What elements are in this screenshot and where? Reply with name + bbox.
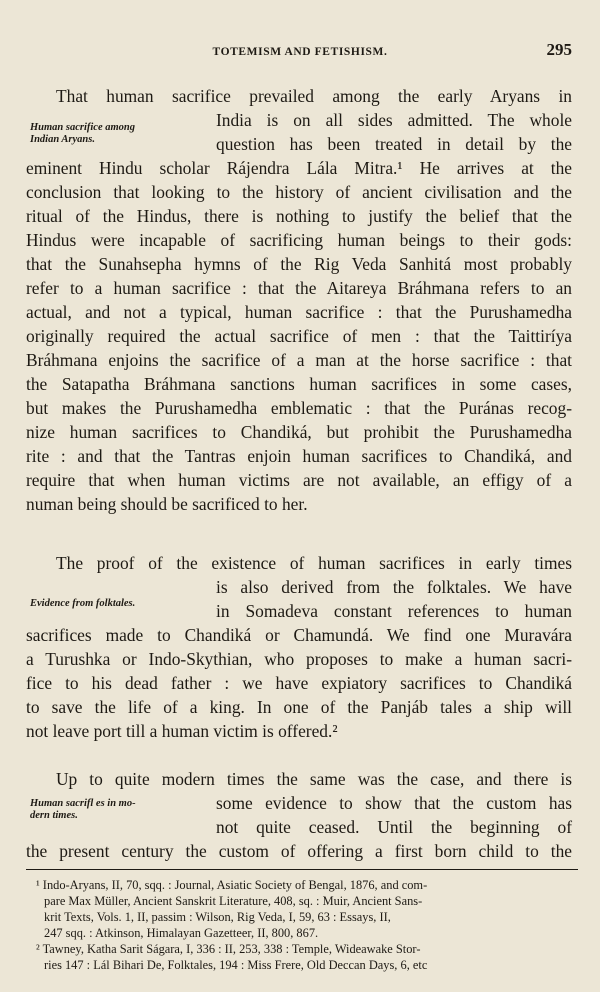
paragraph-2-line: fice to his dead father : we have expiatory sacrifices to Chandiká: [26, 673, 572, 693]
paragraph-3-line: the present century the custom of offering a first born child to the: [26, 841, 572, 861]
margin-note-human-sacrifice: [30, 122, 210, 146]
paragraph-2-line: sacrifices made to Chandiká or Chamundá. We find one Muravára: [26, 625, 572, 645]
paragraph-2-line: The proof of the existence of human sacrifices in early times: [56, 553, 572, 573]
footnote-separator: [26, 869, 578, 870]
paragraph-1-line: That human sacrifice prevailed among the early Aryans in: [56, 86, 572, 106]
footnote-line: ries 147 : Lál Bihari De, Folktales, 194 : Miss Frere, Old Deccan Days, 6, etc: [44, 958, 428, 972]
paragraph-2-line: not leave port till a human victim is offered.²: [26, 721, 338, 741]
paragraph-1-line: question has been treated in detail by the: [216, 134, 572, 154]
paragraph-1-line: the Satapatha Bráhmana sanctions human sacrifices in some cases,: [26, 374, 572, 394]
paragraph-2-line: in Somadeva constant references to human: [216, 601, 572, 621]
paragraph-1-line: that the Sunahsepha hymns of the Rig Veda Sanhitá most probably: [26, 254, 572, 274]
paragraph-3-line: not quite ceased. Until the beginning of: [216, 817, 572, 837]
paragraph-1-line: originally required the actual sacrifice of men : that the Taittiríya: [26, 326, 572, 346]
footnote-line: krit Texts, Vols. 1, II, passim : Wilson, Rig Veda, I, 59, 63 : Essays, II,: [44, 910, 391, 924]
footnote-line: pare Max Müller, Ancient Sanskrit Literature, 408, sq. : Muir, Ancient Sans-: [44, 894, 423, 908]
paragraph-1-line: ritual of the Hindus, there is nothing to justify the belief that the: [26, 206, 572, 226]
paragraph-2-line: a Turushka or Indo-Skythian, who proposes to make a human sacri-: [26, 649, 572, 669]
paragraph-1-line: conclusion that looking to the history of ancient civilisation and the: [26, 182, 572, 202]
margin-note-line: Human sacrifl es in mo-: [30, 798, 136, 809]
paragraph-1-line: India is on all sides admitted. The whole: [216, 110, 572, 130]
paragraph-1-line: numan being should be sacrificed to her.: [26, 494, 308, 514]
margin-note-line: Indian Aryans.: [30, 134, 95, 145]
footnote-line: 247 sqq. : Atkinson, Himalayan Gazetteer, II, 800, 867.: [44, 926, 319, 940]
margin-note-line: Evidence from folktales.: [30, 598, 136, 609]
paragraph-1-line: eminent Hindu scholar Rájendra Lála Mitra.¹ He arrives at the: [26, 158, 572, 178]
paragraph-1-line: rite : and that the Tantras enjoin human sacrifices to Chandiká, and: [26, 446, 572, 466]
margin-note-line: dern times.: [30, 810, 78, 821]
page-number: 295: [546, 40, 572, 59]
paragraph-1-line: actual, and not a typical, human sacrifice : that the Purushamedha: [26, 302, 572, 322]
footnote-line: ¹ Indo-Aryans, II, 70, sqq. : Journal, Asiatic Society of Bengal, 1876, and com-: [36, 878, 428, 892]
paragraph-1-line: Bráhmana enjoins the sacrifice of a man at the horse sacrifice : that: [26, 350, 572, 370]
footnote-line: ² Tawney, Katha Sarit Ságara, I, 336 : II, 253, 338 : Temple, Wideawake Stor-: [36, 942, 421, 956]
paragraph-1-line: require that when human victims are not available, an effigy of a: [26, 470, 572, 490]
paragraph-1-line: refer to a human sacrifice : that the Aitareya Bráhmana refers to an: [26, 278, 572, 298]
paragraph-2-line: is also derived from the folktales. We have: [216, 577, 572, 597]
margin-note-folktales: [30, 598, 210, 610]
paragraph-3-line: Up to quite modern times the same was the case, and there is: [56, 769, 572, 789]
margin-note-line: Human sacrifice among: [30, 122, 136, 133]
margin-note-modern-times: [30, 798, 210, 822]
paragraph-1-line: Hindus were incapable of sacrificing human beings to their gods:: [26, 230, 572, 250]
paragraph-3-line: some evidence to show that the custom has: [216, 793, 572, 813]
paragraph-1-line: but makes the Purushamedha emblematic : that the Puránas recog-: [26, 398, 572, 418]
running-title: TOTEMISM AND FETISHISM.: [212, 46, 388, 58]
paragraph-1-line: nize human sacrifices to Chandiká, but prohibit the Purushamedha: [26, 422, 572, 442]
paragraph-2-line: to save the life of a king. In one of the Panjáb tales a ship will: [26, 697, 572, 717]
